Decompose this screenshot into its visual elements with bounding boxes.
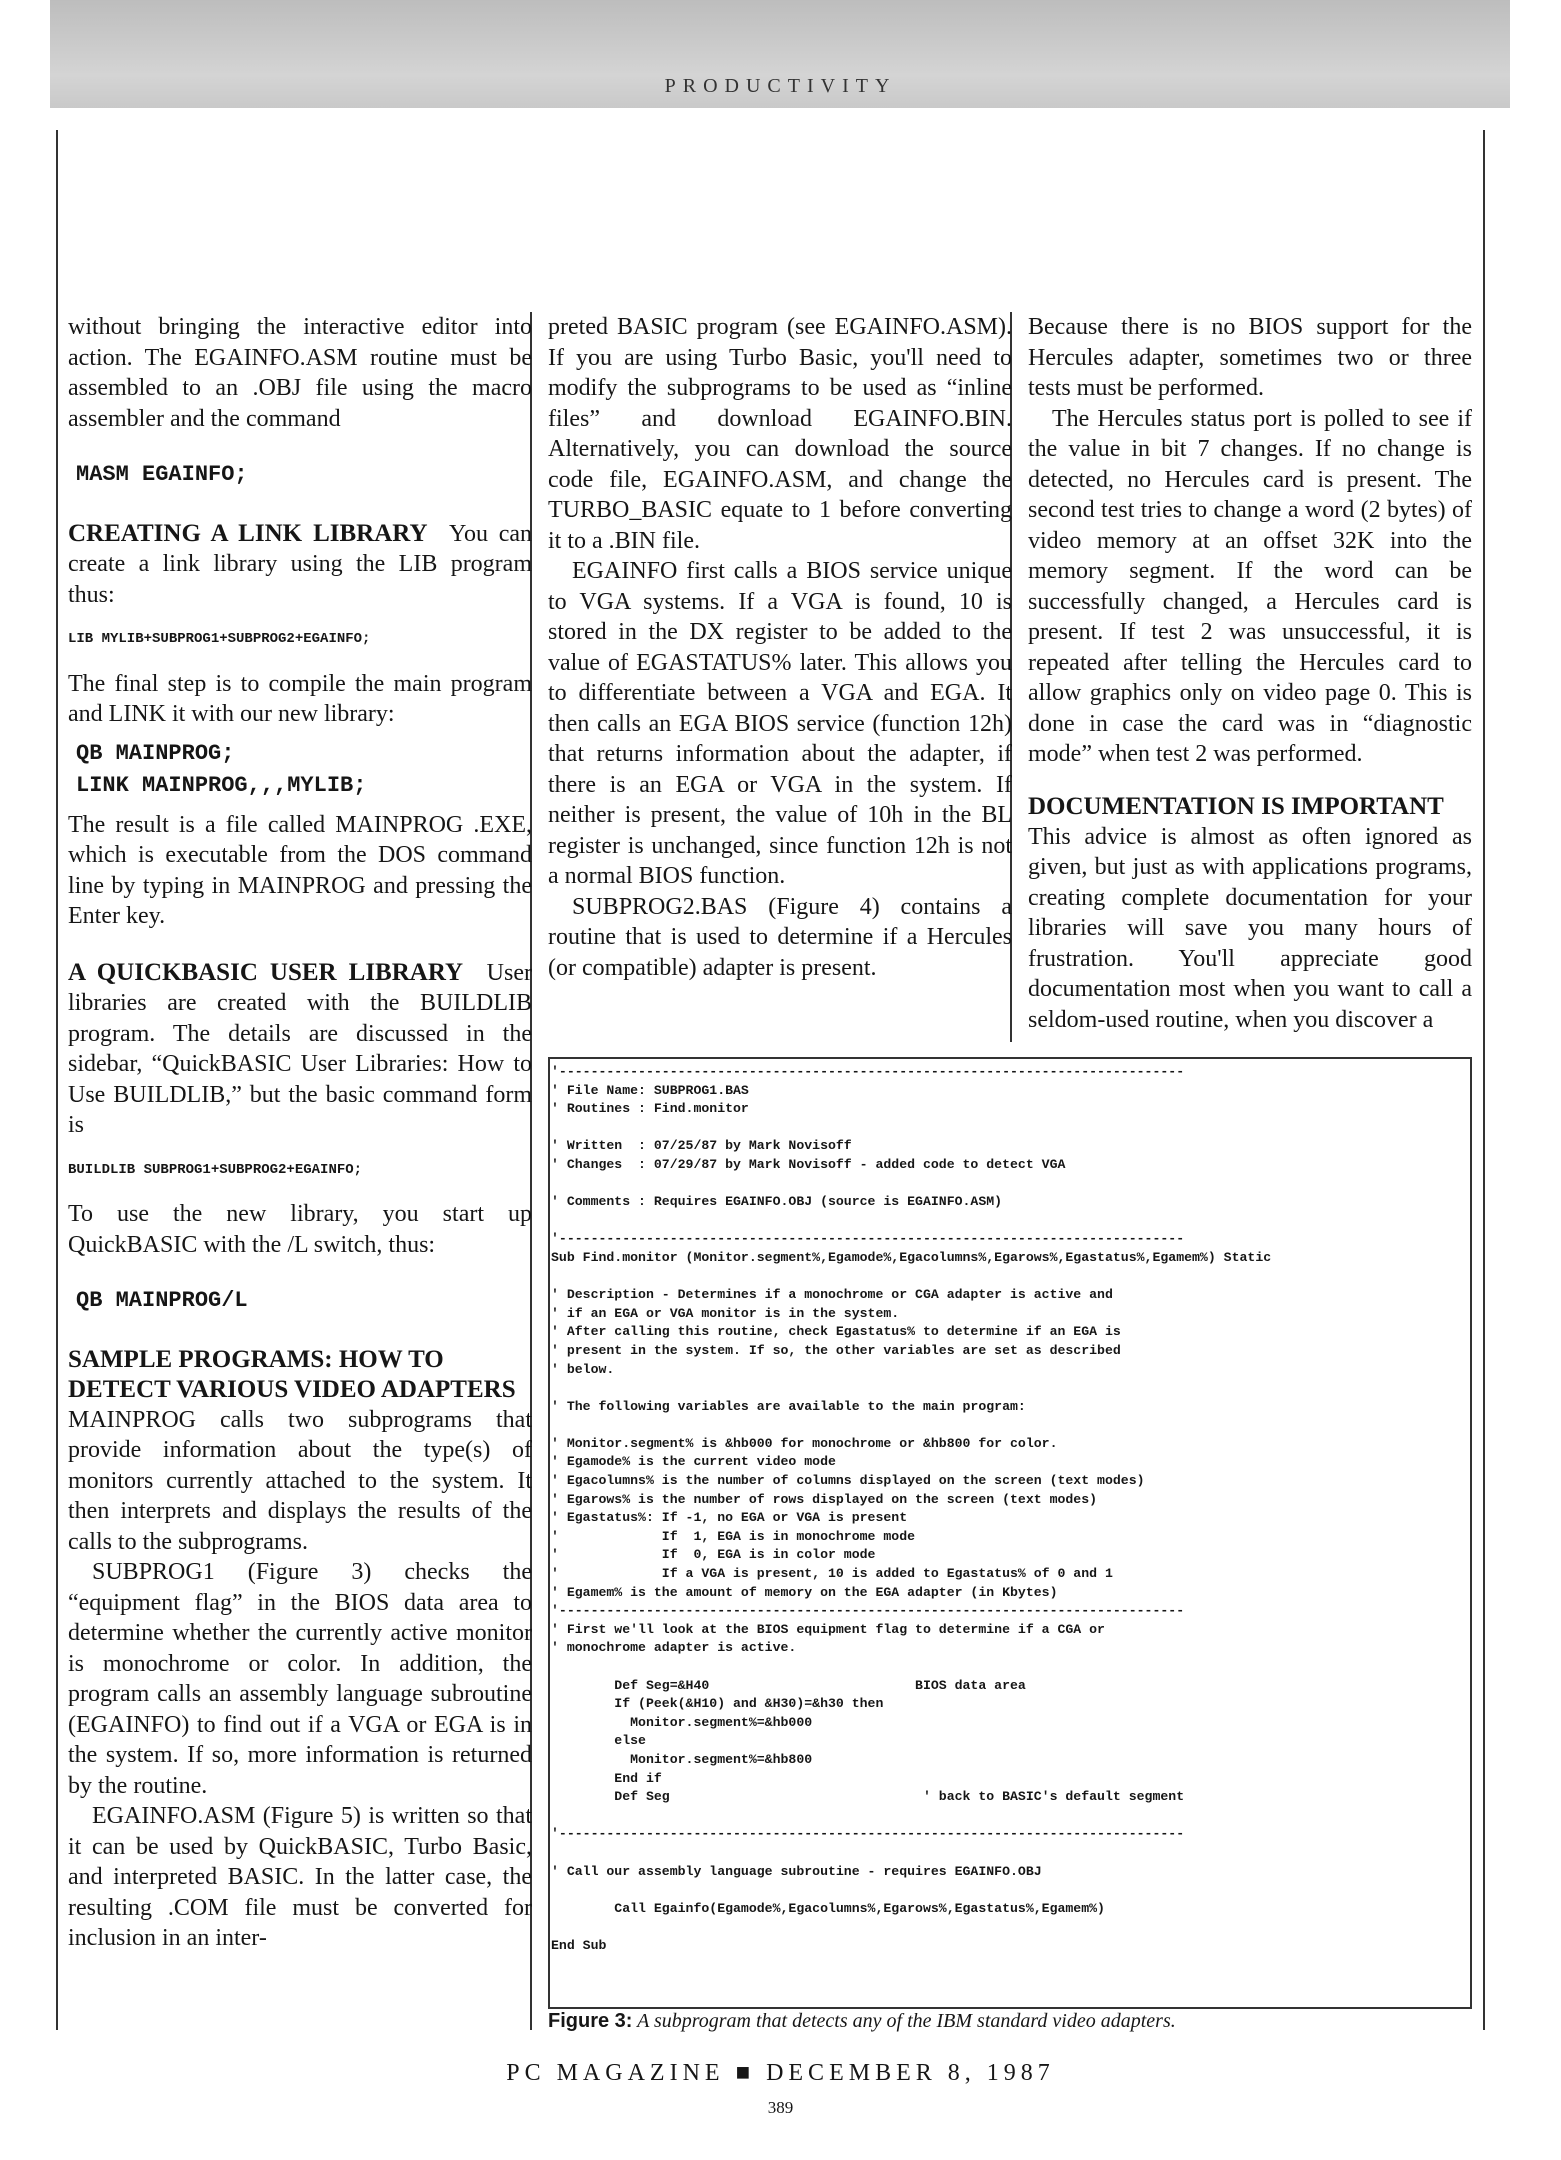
figure-caption [548, 2010, 1176, 2033]
paragraph [68, 958, 532, 1141]
column-2 [548, 312, 1012, 983]
paragraph: SUBPROG1 (Figure 3) checks the “equipment flag” in the BIOS data area to determine whether the currently active monitor is monochrome or color. In addition, the program calls an assembly language subroutine (EGAINFO) to find out if a VGA or EGA is in the system. If so, more information is returned by the routine. [68, 1559, 532, 1799]
section-heading: CREATING A LINK LIBRARY [68, 519, 428, 547]
paragraph-text: User libraries are created with the BUILDLIB program. The details are discussed in the sidebar, “QuickBASIC User Libraries: How to Use BUILDLIB,” but the basic command form is [68, 959, 532, 1138]
column-1 [68, 312, 532, 1954]
paragraph: EGAINFO first calls a BIOS service unique to VGA systems. If a VGA is found, 10 is stored in the DX register to be added to the value of EGASTATUS% later. This allows you to differentiate between a VGA and EGA. It then calls an EGA BIOS service (function 12h) that returns information about the adapter, if there is an EGA or VGA in the system. If neither is present, the value of 10h in the BL register is unchanged, since function 12h is not a normal BIOS function. [548, 558, 1012, 889]
paragraph: preted BASIC program (see EGAINFO.ASM). If you are using Turbo Basic, you'll need to modify the subprograms to be used as “inline files” and download EGAINFO.BIN. Alternatively, you can download the source code file, EGAINFO.ASM, and change the TURBO_BASIC equate to 1 before converting it to a .BIN file. [548, 314, 1012, 554]
code-line: MASM EGAINFO; [76, 462, 248, 487]
paragraph: MAINPROG calls two subprograms that provide information about the type(s) of monitors currently attached to the system. It then interprets and displays the results of the calls to the subprograms. [68, 1406, 532, 1555]
code-line: LIB MYLIB+SUBPROG1+SUBPROG2+EGAINFO; [68, 631, 371, 647]
paragraph: The Hercules status port is polled to see if the value in bit 7 changes. If no change is detected, no Hercules card is present. The second test tries to change a word (2 bytes) of video memory at an offset 32K into the memory segment. If the word can be successfully changed, a Hercules card is present. If test 2 was unsuccessful, it is repeated after telling the Hercules card to allow graphics only on video page 0. This is done in case the card was in “diagnostic mode” when test 2 was performed. [1028, 405, 1472, 767]
right-margin-rule [1483, 130, 1485, 2030]
section-heading: A QUICKBASIC USER LIBRARY [68, 958, 464, 986]
code-line: BUILDLIB SUBPROG1+SUBPROG2+EGAINFO; [68, 1161, 363, 1178]
paragraph: SUBPROG2.BAS (Figure 4) contains a routine that is used to determine if a Hercules (or compatible) adapter is present. [548, 893, 1012, 981]
section-heading: SAMPLE PROGRAMS: HOW TO DETECT VARIOUS VIDEO ADAPTERS [68, 1345, 516, 1403]
paragraph: without bringing the interactive editor into action. The EGAINFO.ASM routine must be assembled to an .OBJ file using the macro assembler and the command [68, 314, 532, 432]
paragraph: The result is a file called MAINPROG .EXE, which is executable from the DOS command line by typing in MAINPROG and pressing the Enter key. [68, 811, 532, 929]
figure-label: Figure 3: [548, 2010, 633, 2032]
paragraph [68, 519, 532, 611]
paragraph: This advice is almost as often ignored as given, but just as with applications programs, creating complete documentation for your libraries will save you many hours of frustration. You'll appreciate good documentation most when you want to call a seldom-used routine, when you discover a [1028, 823, 1472, 1033]
paragraph: EGAINFO.ASM (Figure 5) is written so that it can be used by QuickBASIC, Turbo Basic, and interpreted BASIC. In the latter case, the resulting .COM file must be converted for inclusion in an inter- [68, 1803, 532, 1951]
code-line: QB MAINPROG/L [76, 1288, 248, 1313]
column-3 [1028, 312, 1472, 1035]
left-margin-rule [56, 130, 58, 2030]
code-listing: '------------------------------------------------------------------------------- ' File Name: SUBPROG1.BAS ' Routines : Find.monitor ' Written : 07/25/87 by Mark Novisoff ' Changes : 07/29/87 by Mark Novisoff - added code to detect VGA ' Comments : Requires EGAINFO.OBJ (source is EGAINFO.ASM) '------------------------------------------------------------------------------- Sub Find.monitor (Monitor.segment%,Egamode%,Egacolumns%,Egarows%,Egastatus%,Egamem%) Static ' Description - Determines if a monochrome or CGA adapter is active and ' if an EGA or VGA monitor is in the system. ' After calling this routine, check Egastatus% to determine if an EGA is ' present in the system. If so, the other variables are set as described ' below. ' The following variables are available to the main program: ' Monitor.segment% is &hb000 for monochrome or &hb800 for color. ' Egamode% is the current video mode ' Egacolumns% is the number of columns displayed on the screen (text modes) ' Egarows% is the number of rows displayed on the screen (text modes) ' Egastatus%: If -1, no EGA or VGA is present ' If 1, EGA is in monochrome mode ' If 0, EGA is in color mode ' If a VGA is present, 10 is added to Egastatus% of 0 and 1 ' Egamem% is the amount of memory on the EGA adapter (in Kbytes) '------------------------------------------------------------------------------- ' First we'll look at the BIOS equipment flag to determine if a CGA or ' monochrome adapter is active. Def Seg=&H40 BIOS data area If (Peek(&H10) and &H30)=&h30 then Monitor.segment%=&hb000 else Monitor.segment%=&hb800 End if Def Seg ' back to BASIC's default segment '------------------------------------------------------------------------------- ' Call our assembly language subroutine - requires EGAINFO.OBJ Call Egainfo(Egamode%,Egacolumns%,Egarows%,Egastatus%,Egamem%) End Sub [551, 1064, 1272, 1953]
page-number: 389 [767, 2098, 794, 2117]
section-label: PRODUCTIVITY [664, 75, 897, 97]
paragraph: To use the new library, you start up QuickBASIC with the /L switch, thus: [68, 1201, 532, 1258]
code-line: QB MAINPROG; LINK MAINPROG,,,MYLIB; [76, 740, 367, 798]
caption-text: A subprogram that detects any of the IBM standard video adapters. [637, 2010, 1176, 2032]
section-heading: DOCUMENTATION IS IMPORTANT [1028, 792, 1444, 820]
paragraph: The final step is to compile the main program and LINK it with our new library: [68, 670, 532, 727]
paragraph-text: You can create a link library using the LIB program thus: [68, 520, 532, 608]
magazine-footer: PC MAGAZINE ■ DECEMBER 8, 1987 [506, 2060, 1055, 2086]
paragraph: Because there is no BIOS support for the Hercules adapter, sometimes two or three tests must be performed. [1028, 314, 1472, 401]
